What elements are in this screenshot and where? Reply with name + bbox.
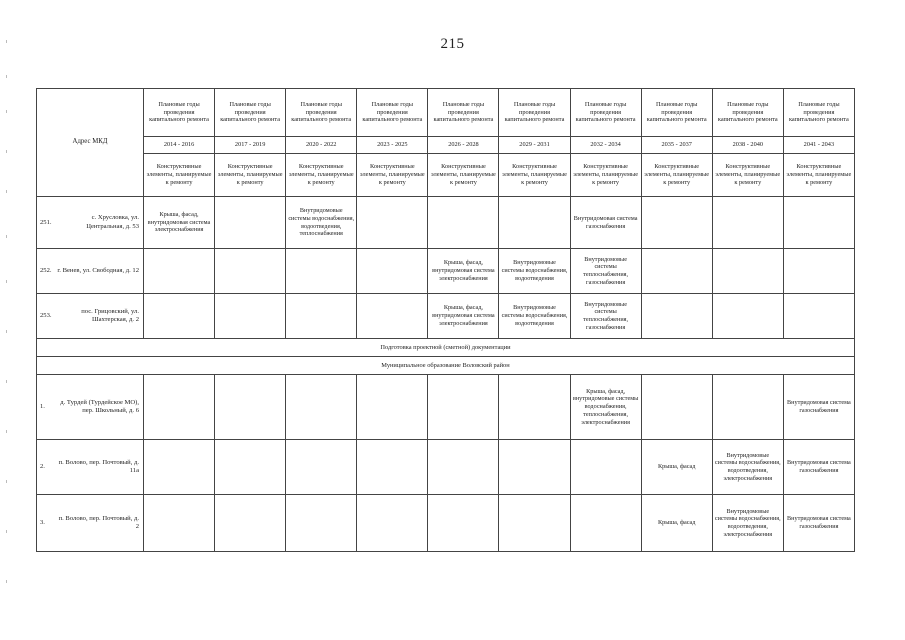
address-cell — [37, 375, 144, 440]
period-title: Плановые годы проведения капитального ремонта — [712, 89, 783, 137]
header-row-elements — [37, 154, 855, 197]
repair-cell: Внутридомовая система газоснабжения — [783, 495, 854, 552]
repair-cell — [215, 294, 286, 339]
row-address: п. Волово, пер. Почтовый, д. 2 — [58, 514, 139, 530]
repair-cell — [712, 294, 783, 339]
repair-cell: Внутридомовые системы водоснабжения, водоотведения, электроснабжения — [712, 440, 783, 495]
repair-cell — [357, 197, 428, 249]
row-address: г. Венев, ул. Свободная, д. 12 — [57, 266, 139, 274]
repair-cell — [641, 197, 712, 249]
period-years: 2017 - 2019 — [215, 137, 286, 154]
repair-cell — [499, 375, 570, 440]
repair-cell — [428, 197, 499, 249]
address-cell — [37, 197, 144, 249]
repair-cell: Внутридомовая система газоснабжения — [783, 375, 854, 440]
repair-cell — [499, 495, 570, 552]
section-row — [37, 339, 855, 357]
repair-cell — [215, 197, 286, 249]
scan-margin-marks — [6, 0, 10, 640]
period-elements-label: Конструктивные элементы, планируемые к ремонту — [641, 154, 712, 197]
repair-cell — [286, 249, 357, 294]
repair-cell: Крыша, фасад, внутридомовые системы водоснабжения, теплоснабжения, электроснабжения — [570, 375, 641, 440]
period-years: 2032 - 2034 — [570, 137, 641, 154]
row-number: 1. — [40, 402, 45, 410]
period-elements-label: Конструктивные элементы, планируемые к ремонту — [357, 154, 428, 197]
period-title: Плановые годы проведения капитального ремонта — [499, 89, 570, 137]
repair-cell — [570, 495, 641, 552]
repair-cell — [357, 294, 428, 339]
period-elements-label: Конструктивные элементы, планируемые к ремонту — [428, 154, 499, 197]
section-row — [37, 357, 855, 375]
repair-cell — [215, 495, 286, 552]
repair-cell — [783, 294, 854, 339]
repair-cell — [641, 294, 712, 339]
repair-cell — [357, 375, 428, 440]
period-years: 2041 - 2043 — [783, 137, 854, 154]
address-cell — [37, 294, 144, 339]
period-years: 2023 - 2025 — [357, 137, 428, 154]
repair-cell: Внутридомовые системы теплоснабжения, газоснабжения — [570, 249, 641, 294]
section-municipality: Муниципальное образование Воловский район — [37, 357, 855, 375]
repair-cell: Внутридомовые системы водоснабжения, водоотведения — [499, 294, 570, 339]
address-cell — [37, 495, 144, 552]
header-row-years — [37, 137, 855, 154]
period-years: 2026 - 2028 — [428, 137, 499, 154]
repair-cell: Внутридомовые системы водоснабжения, водоотведения, электроснабжения — [712, 495, 783, 552]
row-address: п. Волово, пер. Почтовый, д. 11а — [58, 458, 139, 474]
row-address: д. Турдей (Турдейское МО), пер. Школьный, д. 6 — [60, 398, 139, 414]
repair-cell — [641, 249, 712, 294]
period-elements-label: Конструктивные элементы, планируемые к ремонту — [286, 154, 357, 197]
repair-cell — [286, 294, 357, 339]
period-elements-label: Конструктивные элементы, планируемые к ремонту — [144, 154, 215, 197]
table-row — [37, 249, 855, 294]
period-title: Плановые годы проведения капитального ремонта — [570, 89, 641, 137]
repair-cell: Внутридомовая система газоснабжения — [570, 197, 641, 249]
repair-cell: Крыша, фасад, внутридомовая система электроснабжения — [428, 294, 499, 339]
period-elements-label: Конструктивные элементы, планируемые к ремонту — [712, 154, 783, 197]
repair-cell — [215, 249, 286, 294]
period-title: Плановые годы проведения капитального ремонта — [357, 89, 428, 137]
repair-cell — [499, 197, 570, 249]
period-years: 2020 - 2022 — [286, 137, 357, 154]
repair-cell — [286, 495, 357, 552]
repair-cell: Внутридомовые системы водоснабжения, водоотведения, теплоснабжения — [286, 197, 357, 249]
row-number: 252. — [40, 266, 52, 274]
period-title: Плановые годы проведения капитального ремонта — [428, 89, 499, 137]
section-design-docs: Подготовка проектной (сметной) документации — [37, 339, 855, 357]
period-elements-label: Конструктивные элементы, планируемые к ремонту — [783, 154, 854, 197]
row-address: с. Хрусловка, ул. Центральная, д. 53 — [86, 214, 139, 230]
table-row — [37, 440, 855, 495]
period-years: 2038 - 2040 — [712, 137, 783, 154]
capital-repair-table — [36, 88, 855, 552]
repair-cell — [428, 375, 499, 440]
row-number: 2. — [40, 462, 45, 470]
repair-cell — [428, 440, 499, 495]
repair-cell — [783, 249, 854, 294]
table-row — [37, 294, 855, 339]
repair-cell — [144, 249, 215, 294]
repair-cell — [215, 440, 286, 495]
address-cell — [37, 249, 144, 294]
period-title: Плановые годы проведения капитального ремонта — [286, 89, 357, 137]
row-address: пос. Грицовский, ул. Шахтерская, д. 2 — [81, 307, 139, 323]
address-header: Адрес МКД — [37, 89, 144, 197]
period-elements-label: Конструктивные элементы, планируемые к ремонту — [499, 154, 570, 197]
row-number: 253. — [40, 311, 52, 319]
repair-cell: Внутридомовые системы теплоснабжения, газоснабжения — [570, 294, 641, 339]
repair-cell: Внутридомовые системы водоснабжения, водоотведения — [499, 249, 570, 294]
table-row — [37, 495, 855, 552]
repair-cell: Крыша, фасад, внутридомовая система электроснабжения — [144, 197, 215, 249]
repair-cell — [144, 294, 215, 339]
repair-cell — [570, 440, 641, 495]
page-number: 215 — [440, 36, 465, 52]
repair-cell — [712, 197, 783, 249]
repair-cell: Крыша, фасад — [641, 495, 712, 552]
repair-cell — [144, 440, 215, 495]
repair-cell — [641, 375, 712, 440]
address-cell — [37, 440, 144, 495]
repair-cell — [144, 375, 215, 440]
repair-cell: Крыша, фасад — [641, 440, 712, 495]
repair-cell — [357, 495, 428, 552]
period-elements-label: Конструктивные элементы, планируемые к ремонту — [215, 154, 286, 197]
repair-cell — [712, 375, 783, 440]
repair-cell — [215, 375, 286, 440]
period-years: 2035 - 2037 — [641, 137, 712, 154]
repair-cell — [357, 249, 428, 294]
repair-cell — [357, 440, 428, 495]
repair-cell — [286, 440, 357, 495]
period-years: 2014 - 2016 — [144, 137, 215, 154]
repair-cell — [712, 249, 783, 294]
period-title: Плановые годы проведения капитального ремонта — [783, 89, 854, 137]
row-number: 251. — [40, 218, 52, 226]
header-row-titles — [37, 89, 855, 137]
table-row — [37, 375, 855, 440]
row-number: 3. — [40, 518, 45, 526]
period-title: Плановые годы проведения капитального ремонта — [215, 89, 286, 137]
repair-cell — [499, 440, 570, 495]
period-title: Плановые годы проведения капитального ремонта — [641, 89, 712, 137]
table-row — [37, 197, 855, 249]
repair-cell: Крыша, фасад, внутридомовая система электроснабжения — [428, 249, 499, 294]
period-title: Плановые годы проведения капитального ремонта — [144, 89, 215, 137]
repair-cell — [286, 375, 357, 440]
repair-cell: Внутридомовая система газоснабжения — [783, 440, 854, 495]
period-elements-label: Конструктивные элементы, планируемые к ремонту — [570, 154, 641, 197]
period-years: 2029 - 2031 — [499, 137, 570, 154]
repair-cell — [783, 197, 854, 249]
repair-cell — [428, 495, 499, 552]
repair-cell — [144, 495, 215, 552]
